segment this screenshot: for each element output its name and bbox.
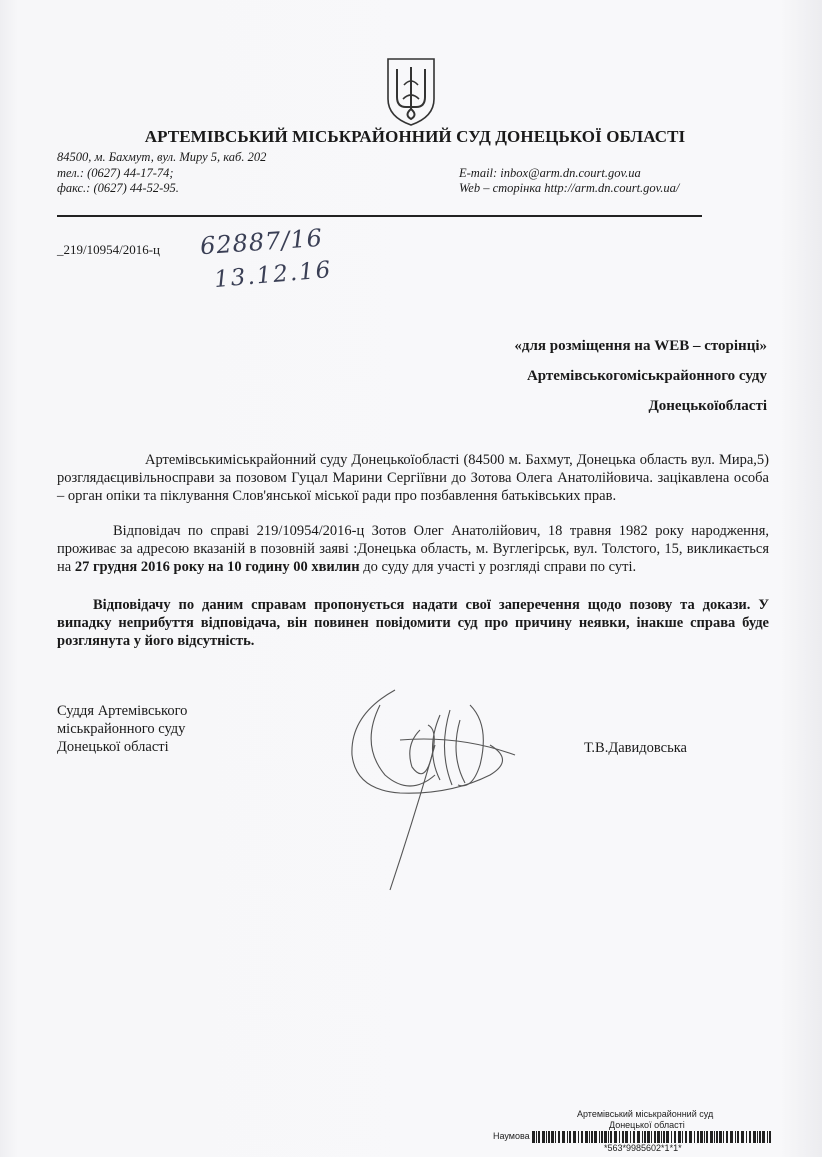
header-contacts-left [57, 150, 266, 197]
handwritten-registration-date: 13.12.16 [213, 256, 334, 294]
addressee-line-1: «для розміщення на WEB – сторінці» [514, 338, 767, 354]
court-email: E-mail: inbox@arm.dn.court.gov.ua [459, 165, 641, 180]
document-barcode [532, 1131, 772, 1143]
handwritten-registration-number: 62887/16 [199, 223, 324, 261]
body-paragraph-1: Артемівськиміськрайонний суду Донецькоїобласті (84500 м. Бахмут, Донецька область вул. Мира,5) розглядаєцивільносправи за позовом Гуцал Марини Сергіївни до Зотова Олега Анатолійовича. зацікавлена особа – орган опіки та піклування Слов'янської міської ради про позбавлення батьківських прав. [57, 452, 769, 504]
summons-text-end: до суду для участі у розгляді справи по суті. [359, 559, 637, 575]
body-paragraph-2 [57, 522, 769, 576]
judge-position-line-1: Суддя Артемівського [57, 703, 188, 719]
handwritten-signature [340, 685, 540, 895]
footer-clerk: Наумова [493, 1131, 530, 1141]
summons-text: Відповідач по справі 219/10954/2016-ц Зотов Олег Анатолійович, 18 травня 1982 року народження, проживає за адресою вказаній в позовній заяві :Донецька область, м. Вуглегірськ, вул. Толстого, 15, викликається на [57, 523, 769, 575]
court-address: 84500, м. Бахмут, вул. Миру 5, каб. 202 [57, 150, 267, 164]
body-paragraph-3: Відповідачу по даним справам пропонується надати свої заперечення щодо позову та докази. У випадку неприбуття відповідача, він повинен повідомити суд про причину неявки, інакше справа буде розглянута у його відсутність. [57, 597, 769, 649]
footer-region: Донецької області [609, 1120, 685, 1130]
footer-court-name: Артемівський міськрайонний суд [577, 1109, 714, 1119]
judge-position [57, 702, 187, 756]
judge-name: Т.В.Давидовська [584, 740, 687, 756]
header-contacts-right [459, 166, 679, 197]
case-number: _219/10954/2016-ц [57, 242, 161, 257]
hearing-datetime: 27 грудня 2016 року на 10 годину 00 хвилин [74, 559, 360, 575]
judge-position-line-2: міськрайонного суду [57, 721, 186, 737]
court-title: АРТЕМІВСЬКИЙ МІСЬКРАЙОННИЙ СУД ДОНЕЦЬКОЇ ОБЛАСТІ [144, 127, 686, 146]
court-phone: тел.: (0627) 44-17-74; [57, 165, 174, 180]
addressee-line-3: Донецькоїобласті [648, 398, 767, 414]
addressee-line-2: Артемівськогоміськрайонного суду [526, 368, 767, 384]
header-divider [57, 215, 702, 217]
court-website: Web – сторінка http://arm.dn.court.gov.ua/ [459, 181, 680, 195]
barcode-text: *563*9985602*1*1* [604, 1143, 682, 1153]
coat-of-arms-icon [384, 55, 438, 127]
judge-position-line-3: Донецької області [57, 739, 169, 755]
court-fax: факс.: (0627) 44-52-95. [57, 181, 179, 195]
